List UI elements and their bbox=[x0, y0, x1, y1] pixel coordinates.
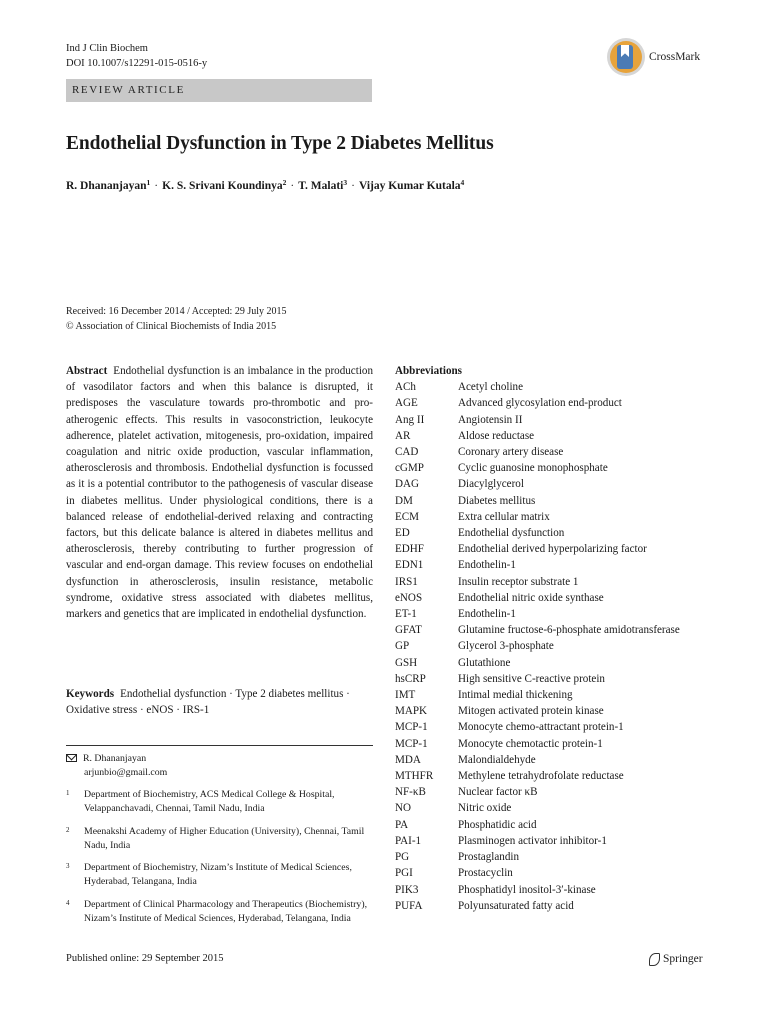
author-affiliation-mark: 2 bbox=[282, 178, 287, 187]
abbreviation-value: Polyunsaturated fatty acid bbox=[458, 899, 574, 912]
affiliation-text: Meenakshi Academy of Higher Education (University), Chennai, Tamil Nadu, India bbox=[84, 825, 365, 851]
abbreviation-key: IRS1 bbox=[395, 575, 418, 588]
abbreviation-key: MDA bbox=[395, 753, 421, 766]
abbreviation-key: eNOS bbox=[395, 591, 423, 604]
abbreviation-key: PG bbox=[395, 851, 410, 864]
abbreviation-value: Diabetes mellitus bbox=[458, 494, 536, 507]
abbreviation-row bbox=[395, 752, 715, 768]
abbreviation-value: Endothelial dysfunction bbox=[458, 527, 565, 540]
article-title: Endothelial Dysfunction in Type 2 Diabetes Mellitus bbox=[66, 133, 494, 154]
author-affiliation-mark: 4 bbox=[460, 178, 465, 187]
abbreviation-key: PA bbox=[395, 818, 409, 831]
abbreviation-row bbox=[395, 703, 715, 719]
abbreviation-key: CAD bbox=[395, 446, 419, 459]
abbreviation-key: NO bbox=[395, 802, 412, 815]
abbreviation-key: PIK3 bbox=[395, 883, 419, 896]
author-list bbox=[66, 178, 464, 192]
abbreviation-value: Endothelial derived hyperpolarizing factor bbox=[458, 543, 647, 556]
keywords-label: Keywords bbox=[66, 688, 115, 700]
abbreviation-row bbox=[395, 817, 715, 833]
abbreviation-key: EDHF bbox=[395, 543, 424, 556]
affiliation-item bbox=[66, 898, 376, 927]
abbreviation-key: PGI bbox=[395, 867, 413, 880]
affiliation-number: 1 bbox=[66, 789, 70, 797]
abbreviation-key: PUFA bbox=[395, 899, 423, 912]
author-affiliation-mark: 3 bbox=[343, 178, 348, 187]
abbreviation-row bbox=[395, 865, 715, 881]
abbreviation-value: Coronary artery disease bbox=[458, 446, 564, 459]
affiliation-number: 3 bbox=[66, 862, 70, 871]
abbreviation-key: ECM bbox=[395, 510, 420, 523]
abbreviation-row bbox=[395, 719, 715, 735]
abbreviation-value: Prostaglandin bbox=[458, 851, 520, 864]
abbreviation-key: ET-1 bbox=[395, 608, 417, 621]
affiliation-item bbox=[66, 825, 376, 854]
abbreviation-row bbox=[395, 768, 715, 784]
abbreviation-key: Ang II bbox=[395, 413, 425, 426]
abbreviation-value: Phosphatidic acid bbox=[458, 818, 537, 831]
affiliation-number: 4 bbox=[66, 898, 70, 907]
abbreviation-value: Monocyte chemo-attractant protein-1 bbox=[458, 721, 624, 734]
abbreviation-value: Advanced glycosylation end-product bbox=[458, 397, 622, 410]
journal-doi[interactable]: DOI 10.1007/s12291-015-0516-y bbox=[66, 58, 208, 69]
author-affiliation-mark: 1 bbox=[146, 178, 151, 187]
abstract bbox=[66, 363, 373, 622]
abbreviation-row bbox=[395, 590, 715, 606]
abbreviation-value: Malondialdehyde bbox=[458, 753, 536, 766]
abbreviation-row bbox=[395, 784, 715, 800]
abbreviation-row bbox=[395, 687, 715, 703]
abbreviation-key: NF-κB bbox=[395, 786, 426, 799]
affiliation-item bbox=[66, 861, 376, 890]
abbreviation-value: Insulin receptor substrate 1 bbox=[458, 575, 579, 588]
crossmark-badge[interactable] bbox=[607, 38, 700, 76]
author-name[interactable]: T. Malati bbox=[298, 180, 344, 192]
publisher-logo[interactable] bbox=[648, 952, 703, 966]
author-name[interactable]: R. Dhananjayan bbox=[66, 180, 147, 192]
abbreviation-row bbox=[395, 655, 715, 671]
springer-horse-icon bbox=[648, 952, 660, 966]
abbreviation-row bbox=[395, 379, 715, 395]
abbreviation-row bbox=[395, 898, 715, 914]
abbreviation-key: AR bbox=[395, 429, 411, 442]
abbreviation-key: GSH bbox=[395, 656, 418, 669]
abbreviations bbox=[395, 363, 715, 914]
abbreviation-row bbox=[395, 736, 715, 752]
abbreviation-row bbox=[395, 509, 715, 525]
abbreviation-row bbox=[395, 476, 715, 492]
abbreviation-value: Cyclic guanosine monophosphate bbox=[458, 462, 608, 475]
abbreviation-row bbox=[395, 395, 715, 411]
abbreviation-key: IMT bbox=[395, 689, 416, 702]
received-accepted: Received: 16 December 2014 / Accepted: 29 July 2015 bbox=[66, 306, 287, 317]
author-name[interactable]: K. S. Srivani Koundinya bbox=[162, 180, 283, 192]
abbreviation-value: Glutamine fructose-6-phosphate amidotransferase bbox=[458, 624, 680, 637]
abbreviation-key: ED bbox=[395, 527, 410, 540]
keywords-text: Endothelial dysfunction · Type 2 diabetes mellitus · Oxidative stress · eNOS · IRS-1 bbox=[66, 688, 350, 717]
abbreviation-row bbox=[395, 525, 715, 541]
affiliation-item bbox=[66, 788, 376, 817]
publisher-name: Springer bbox=[663, 953, 703, 965]
abbreviation-row bbox=[395, 638, 715, 654]
abbreviation-value: Endothelin-1 bbox=[458, 559, 516, 572]
published-date: Published online: 29 September 2015 bbox=[66, 953, 224, 964]
abbreviation-key: GP bbox=[395, 640, 410, 653]
abbreviation-key: PAI-1 bbox=[395, 834, 422, 847]
abbreviation-row bbox=[395, 557, 715, 573]
abbreviation-key: MCP-1 bbox=[395, 737, 428, 750]
affiliation-text: Department of Clinical Pharmacology and Therapeutics (Biochemistry), Nizam’s Institute of Medical Sciences, Hyderabad, Telangana, India bbox=[84, 898, 368, 925]
abbreviation-row bbox=[395, 800, 715, 816]
keywords bbox=[66, 686, 373, 718]
abbreviation-value: Endothelin-1 bbox=[458, 608, 516, 621]
author-separator: · bbox=[351, 180, 355, 192]
abbreviation-value: Endothelial nitric oxide synthase bbox=[458, 591, 604, 604]
author-separator: · bbox=[154, 180, 159, 192]
crossmark-icon bbox=[607, 38, 645, 76]
abbreviation-key: EDN1 bbox=[395, 559, 424, 572]
abbreviation-value: Aldose reductase bbox=[458, 429, 535, 442]
abbreviation-key: ACh bbox=[395, 381, 416, 394]
footnote-divider bbox=[66, 745, 373, 746]
affiliation-text: Department of Biochemistry, ACS Medical College & Hospital, Velappanchavadi, Chennai, Tamil Nadu, India bbox=[84, 789, 335, 815]
abbreviation-value: Phosphatidyl inositol-3′-kinase bbox=[458, 883, 596, 896]
copyright-line: © Association of Clinical Biochemists of India 2015 bbox=[66, 321, 277, 332]
abbreviation-key: cGMP bbox=[395, 462, 424, 475]
journal-header bbox=[66, 41, 207, 71]
crossmark-label: CrossMark bbox=[649, 51, 701, 63]
abbreviation-row bbox=[395, 849, 715, 865]
affiliation-text: Department of Biochemistry, Nizam’s Institute of Medical Sciences, Hyderabad, Telangana, India bbox=[84, 862, 352, 888]
affiliation-number: 2 bbox=[66, 825, 70, 834]
abstract-text: Endothelial dysfunction is an imbalance in the production of vasodilator factors and when this balance is disrupted, it predisposes the vasculature towards pro-thrombotic and pro-atherogenic effects. This results in vasoconstriction, leukocyte adherence, platelet activation, mitogenesis, pro-oxidation, impaired coagulation and nitric oxide production, vascular inflammation, atherosclerosis and thrombosis. Endothelial dysfunction is focussed as it is a potential contributor to the pathogenesis of vascular disease in diabetes mellitus. Under physiological conditions, there is a balanced release of endothelial-derived relaxing and contracting factors, but this delicate balance is altered in diabetes mellitus and atherosclerosis, thereby contributing to further progression of vascular and end-organ damage. This review focuses on endothelial dysfunction in atherosclerosis, insulin resistance, metabolic syndrome, oxidative stress associated with diabetes mellitus, markers and genetics that are implicated in endothelial dysfunction. bbox=[66, 365, 373, 621]
abbreviation-value: Acetyl choline bbox=[458, 381, 523, 394]
envelope-icon bbox=[66, 754, 77, 762]
abbreviations-heading: Abbreviations bbox=[395, 365, 462, 377]
article-type-banner: REVIEW ARTICLE bbox=[66, 79, 372, 102]
abbreviation-row bbox=[395, 428, 715, 444]
abbreviation-key: MCP-1 bbox=[395, 721, 428, 734]
author-separator: · bbox=[290, 180, 295, 192]
abbreviation-row bbox=[395, 882, 715, 898]
contact-email[interactable]: arjunbio@gmail.com bbox=[84, 767, 168, 778]
abbreviation-row bbox=[395, 412, 715, 428]
abbreviation-row bbox=[395, 493, 715, 509]
abbreviation-key: MAPK bbox=[395, 705, 428, 718]
abbreviation-row bbox=[395, 622, 715, 638]
abbreviation-value: Nitric oxide bbox=[458, 802, 512, 815]
journal-name: Ind J Clin Biochem bbox=[66, 43, 148, 54]
abbreviation-key: AGE bbox=[395, 397, 418, 410]
abbreviation-row bbox=[395, 833, 715, 849]
abbreviation-value: Extra cellular matrix bbox=[458, 510, 550, 523]
abbreviation-row bbox=[395, 671, 715, 687]
corresponding-author bbox=[66, 752, 167, 780]
abbreviation-value: Prostacyclin bbox=[458, 867, 513, 880]
affiliation-list bbox=[66, 788, 376, 934]
abbreviation-value: Monocyte chemotactic protein-1 bbox=[458, 737, 603, 750]
abbreviation-value: Mitogen activated protein kinase bbox=[458, 705, 604, 718]
abbreviation-value: High sensitive C-reactive protein bbox=[458, 672, 605, 685]
abbreviation-row bbox=[395, 460, 715, 476]
abbreviation-value: Nuclear factor κB bbox=[458, 786, 538, 799]
abbreviation-value: Glycerol 3-phosphate bbox=[458, 640, 554, 653]
abbreviation-value: Glutathione bbox=[458, 656, 511, 669]
abbreviation-key: MTHFR bbox=[395, 770, 434, 783]
abbreviation-value: Plasminogen activator inhibitor-1 bbox=[458, 834, 607, 847]
abbreviation-value: Diacylglycerol bbox=[458, 478, 524, 491]
abbreviation-value: Intimal medial thickening bbox=[458, 689, 573, 702]
abbreviation-row bbox=[395, 541, 715, 557]
abbreviation-key: GFAT bbox=[395, 624, 422, 637]
abbreviation-value: Angiotensin II bbox=[458, 413, 523, 426]
abbreviation-row bbox=[395, 606, 715, 622]
abbreviation-key: hsCRP bbox=[395, 672, 426, 685]
abbreviation-row bbox=[395, 444, 715, 460]
abbreviation-row bbox=[395, 574, 715, 590]
contact-name: R. Dhananjayan bbox=[83, 753, 147, 764]
author-name[interactable]: Vijay Kumar Kutala bbox=[358, 180, 461, 192]
abbreviation-key: DM bbox=[395, 494, 413, 507]
abbreviation-key: DAG bbox=[395, 478, 420, 491]
article-dates bbox=[66, 304, 287, 334]
abbreviation-list bbox=[395, 379, 715, 914]
abstract-label: Abstract bbox=[66, 365, 108, 377]
abbreviation-value: Methylene tetrahydrofolate reductase bbox=[458, 770, 624, 783]
